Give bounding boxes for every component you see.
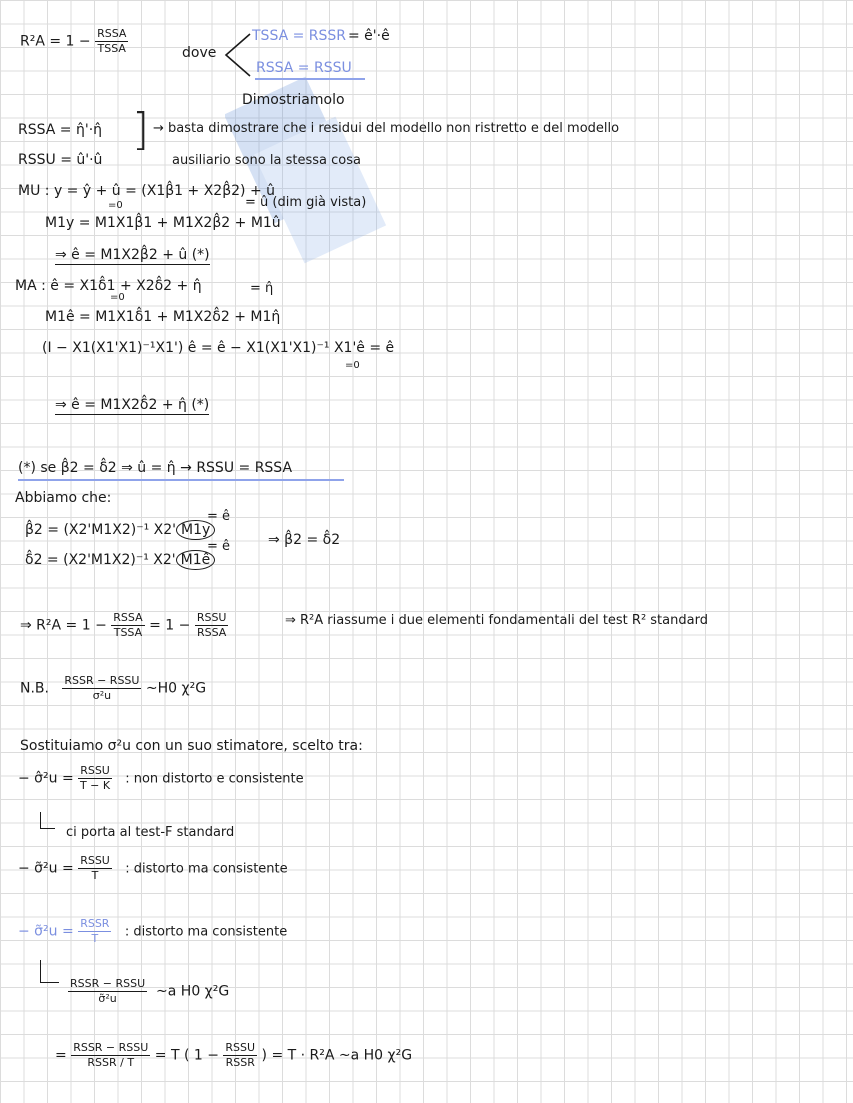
- hook-arrow-1: [40, 812, 55, 829]
- eq-e-note-1: = ê: [207, 509, 231, 524]
- e-hat-equation-star: ⇒ ê = M1X2β̂2 + û (*): [55, 247, 210, 263]
- frac-rss-diff-sigma: $\frac{\text{RSSR − RSSU}}{\text{σ²u}}$: [64, 674, 140, 703]
- r2a-definition: R²A = 1 − $\frac{\text{RSSA}}{\text{TSSA}}$: [20, 27, 127, 56]
- residual-product: = ê'·ê: [348, 28, 390, 44]
- delta2-estimator: δ̂2 = (X2'M1X2)⁻¹ X2' M1ê: [25, 552, 215, 568]
- highlight-bar-1: [255, 78, 365, 80]
- frac-rssu-t-k: $\frac{\text{RSSU}}{T - K}$: [79, 764, 111, 793]
- sostituiamo-text: Sostituiamo σ²u con un suo stimatore, scelto tra:: [20, 738, 363, 754]
- rssa-rssu: RSSA = RSSU: [256, 60, 352, 76]
- right-bracket: ]: [132, 104, 150, 155]
- beta-equals-delta: ⇒ β̂2 = δ̂2: [268, 532, 341, 548]
- proof-goal-text-cont: ausiliario sono la stessa cosa: [172, 153, 361, 168]
- frac-rss-diff-rssr-t: $\frac{\text{RSSR − RSSU}}{\text{RSSR / T}}$: [73, 1041, 149, 1070]
- estimator-unbiased: − σ̂²u = $\frac{\text{RSSU}}{T - K}$ : non distorto e consistente: [18, 764, 304, 793]
- hook-arrow-2: [40, 960, 59, 983]
- m1y-equation: M1y = M1X1β̂1 + M1X2β̂2 + M1û: [45, 215, 281, 231]
- r2a-final: ⇒ R²A = 1 − $\frac{\text{RSSA}}{\text{TSSA}}$ = 1 − $\frac{\text{RSSU}}{\text{RSSA}}$: [20, 611, 227, 640]
- eta-note: = η̂: [250, 281, 274, 296]
- nb-statement: N.B. $\frac{\text{RSSR − RSSU}}{\text{σ²u}}$ ~H0 χ²G: [20, 674, 207, 703]
- m1e-equation: M1ê = M1X1δ̂1 + M1X2δ̂2 + M1η̂: [45, 309, 281, 325]
- rssu-u: RSSU = û'·û: [18, 152, 103, 168]
- dimostriamolo-label: Dimostriamolo: [242, 92, 345, 108]
- conclusion-equal-betas: (*) se β̂2 = δ̂2 ⇒ û = η̂ → RSSU = RSSA: [18, 460, 293, 476]
- frac-rssa-tssa-2: $\frac{\text{RSSA}}{\text{TSSA}}$: [113, 611, 143, 640]
- proof-goal-text: → basta dimostrare che i residui del modello non ristretto e del modello: [153, 121, 620, 136]
- zero-note-1: =0: [108, 200, 123, 211]
- angle-bracket: [222, 30, 252, 80]
- projection-equation: (I − X1(X1'X1)⁻¹X1') ê = ê − X1(X1'X1)⁻¹ X1'ê = ê: [42, 340, 395, 356]
- frac-rss-diff-sigma-tilde: $\frac{\text{RSSR − RSSU}}{\text{σ̃²u}}$: [70, 977, 146, 1006]
- circled-m1y: M1y: [176, 520, 215, 540]
- frac-rssu-rssa: $\frac{\text{RSSU}}{\text{RSSA}}$: [196, 611, 227, 640]
- frac-rssu-rssr: $\frac{\text{RSSU}}{\text{RSSR}}$: [225, 1041, 256, 1070]
- frac-rssu-t: $\frac{\text{RSSU}}{T}$: [80, 854, 110, 883]
- zero-note-2: =0: [110, 292, 125, 303]
- test-f-text: ci porta al test-F standard: [66, 825, 235, 840]
- eq-e-note-2: = ê: [207, 539, 231, 554]
- zero-note-3: =0: [345, 360, 360, 371]
- e-hat-equation-star-2: ⇒ ê = M1X2δ̂2 + η̂ (*): [55, 397, 210, 413]
- beta2-estimator: β̂2 = (X2'M1X2)⁻¹ X2' M1y: [25, 522, 215, 538]
- estimator-biased-r: − σ̃²u = $\frac{\text{RSSR}}{T}$ : distorto ma consistente: [18, 917, 288, 946]
- final-equation: = $\frac{\text{RSSR − RSSU}}{\text{RSSR / T}}$ = T ( 1 − $\frac{\text{RSSU}}{\text{RSSR}}$ ) = T · R²A ~a H0 χ²G: [55, 1041, 413, 1070]
- rssa-eta: RSSA = η̂'·η̂: [18, 122, 103, 138]
- r2a-summary-text: ⇒ R²A riassume i due elementi fondamentali del test R² standard: [285, 613, 708, 628]
- circled-m1e: M1ê: [176, 550, 216, 570]
- statistic-distribution: $\frac{\text{RSSR − RSSU}}{\text{σ̃²u}}$ ~a H0 χ²G: [70, 977, 230, 1006]
- dove-label: dove: [182, 45, 217, 61]
- mu-model: MU : y = ŷ + û = (X1β̂1 + X2β̂2) + û: [18, 183, 276, 199]
- dim-gia-vista-note: = û (dim già vista): [245, 195, 367, 210]
- ma-model: MA : ê = X1δ̂1 + X2δ̂2 + η̂: [15, 278, 202, 294]
- estimator-biased-u: − σ̃²u = $\frac{\text{RSSU}}{T}$ : distorto ma consistente: [18, 854, 288, 883]
- fraction-rssa-tssa: $\frac{\text{RSSA}}{\text{TSSA}}$: [97, 27, 127, 56]
- abbiamo-che: Abbiamo che:: [15, 490, 112, 506]
- tssa-rssr: TSSA = RSSR: [252, 28, 347, 44]
- highlight-bar-2: [18, 479, 344, 481]
- frac-rssr-t: $\frac{\text{RSSR}}{T}$: [80, 917, 110, 946]
